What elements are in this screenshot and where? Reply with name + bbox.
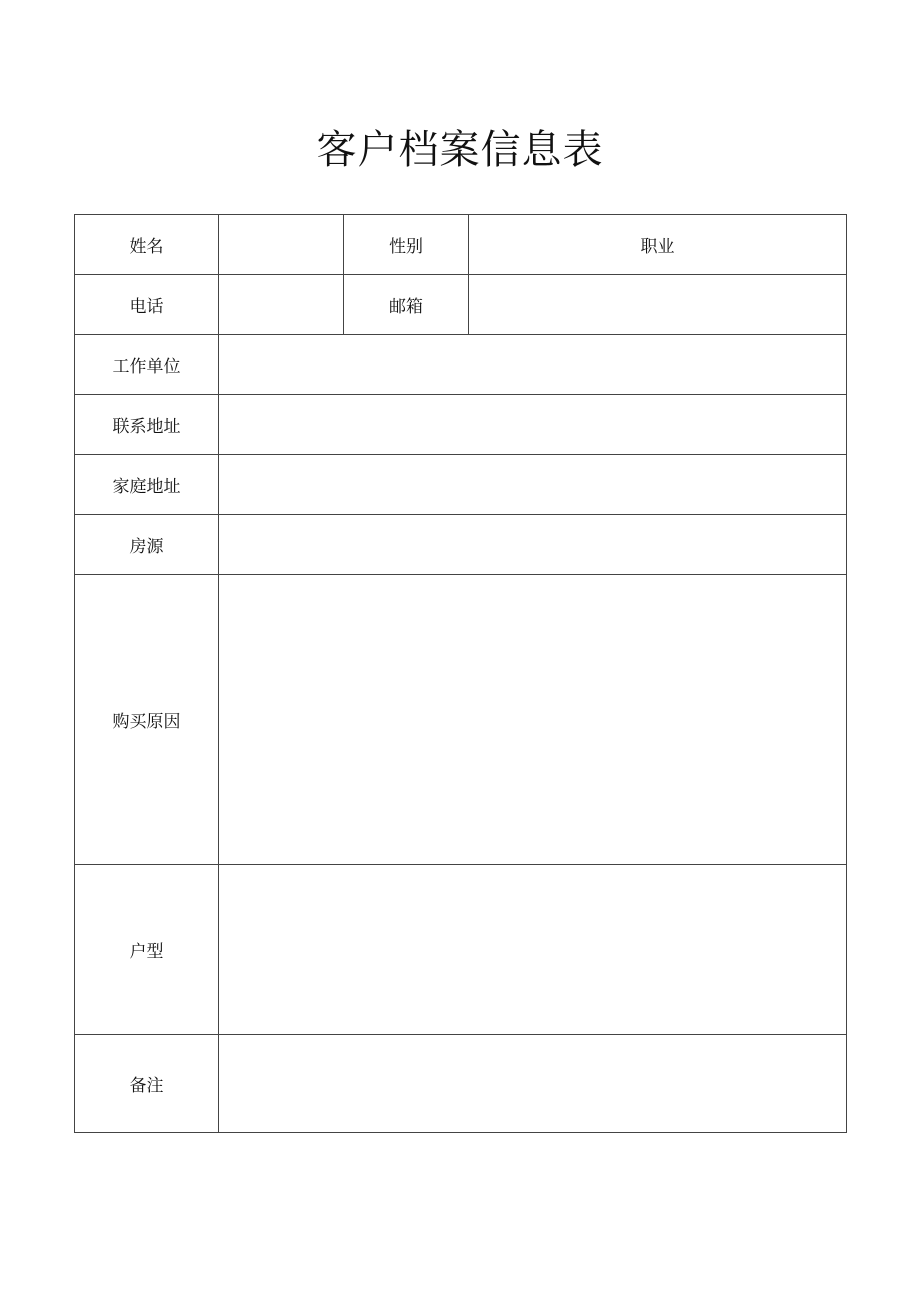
remarks-value-cell[interactable] — [219, 1035, 847, 1133]
table-row-contact-address — [75, 395, 847, 455]
table-row-remarks — [75, 1035, 847, 1133]
occupation-label: 职业 — [469, 215, 847, 275]
unit-type-value-cell[interactable] — [219, 865, 847, 1035]
table-row-employer — [75, 335, 847, 395]
table-row-phone — [75, 275, 847, 335]
contact-address-label: 联系地址 — [75, 395, 219, 455]
home-address-value-cell[interactable] — [219, 455, 847, 515]
employer-value-cell[interactable] — [219, 335, 847, 395]
property-source-label: 房源 — [75, 515, 219, 575]
purchase-reason-label: 购买原因 — [75, 575, 219, 865]
table-row-name — [75, 215, 847, 275]
phone-value-cell[interactable] — [219, 275, 344, 335]
property-source-value-cell[interactable] — [219, 515, 847, 575]
remarks-label: 备注 — [75, 1035, 219, 1133]
employer-label: 工作单位 — [75, 335, 219, 395]
table-row-property-source — [75, 515, 847, 575]
customer-info-table — [74, 214, 847, 1133]
table-row-purchase-reason — [75, 575, 847, 865]
purchase-reason-value-cell[interactable] — [219, 575, 847, 865]
contact-address-value-cell[interactable] — [219, 395, 847, 455]
table-row-home-address — [75, 455, 847, 515]
name-value-cell[interactable] — [219, 215, 344, 275]
phone-label: 电话 — [75, 275, 219, 335]
email-label: 邮箱 — [344, 275, 469, 335]
name-label: 姓名 — [75, 215, 219, 275]
form-title: 客户档案信息表 — [316, 127, 604, 173]
gender-label: 性别 — [344, 215, 469, 275]
home-address-label: 家庭地址 — [75, 455, 219, 515]
table-row-unit-type — [75, 865, 847, 1035]
unit-type-label: 户型 — [75, 865, 219, 1035]
email-value-cell[interactable] — [469, 275, 847, 335]
